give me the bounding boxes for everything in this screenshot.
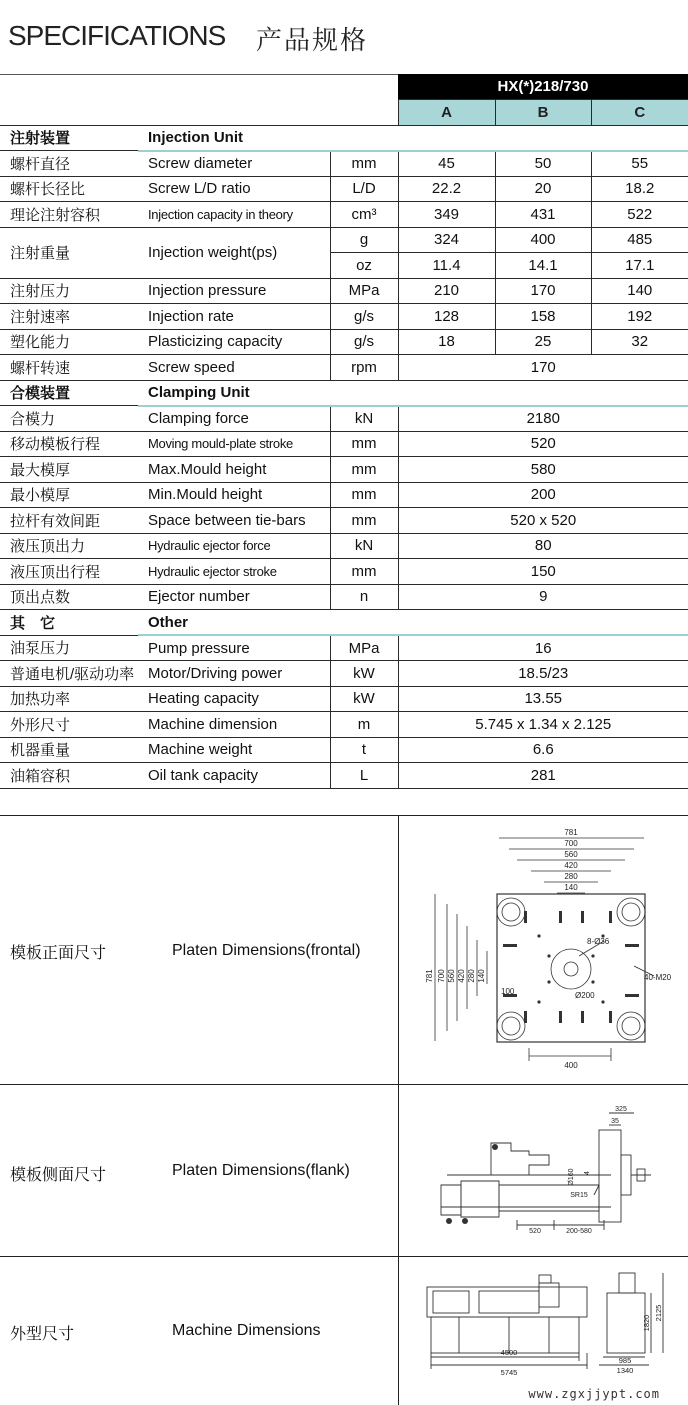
value-all: 6.6 xyxy=(398,737,688,763)
dim-left-420: 420 xyxy=(457,969,466,983)
flank-label-cn: 模板侧面尺寸 xyxy=(10,1167,107,1184)
value-a: 18 xyxy=(398,329,495,355)
spec-row xyxy=(0,431,688,457)
spec-row xyxy=(0,176,688,202)
row-unit: mm xyxy=(330,508,398,534)
dim-200-580: 200-580 xyxy=(566,1228,592,1235)
row-label-en: Pump pressure xyxy=(138,635,330,661)
spec-row xyxy=(0,227,688,253)
dim-420: 420 xyxy=(564,861,578,870)
row-unit: m xyxy=(330,712,398,738)
value-all: 150 xyxy=(398,559,688,585)
dim-985: 985 xyxy=(618,1356,632,1365)
spec-row xyxy=(0,737,688,763)
frontal-label-en: Platen Dimensions(frontal) xyxy=(172,942,361,959)
spec-row xyxy=(0,457,688,483)
value-a: 210 xyxy=(398,278,495,304)
row-label-cn: 注射压力 xyxy=(0,278,138,304)
value-c: 522 xyxy=(591,202,688,228)
dim-4500: 4500 xyxy=(500,1348,518,1357)
row-label-en: Space between tie-bars xyxy=(138,508,330,534)
spec-row xyxy=(0,661,688,687)
value-a: 11.4 xyxy=(398,253,495,279)
row-unit: kN xyxy=(330,406,398,432)
row-unit: MPa xyxy=(330,635,398,661)
row-label-en: Min.Mould height xyxy=(138,482,330,508)
spec-row xyxy=(0,482,688,508)
col-b: B xyxy=(495,100,591,126)
value-a: 45 xyxy=(398,151,495,177)
row-unit: n xyxy=(330,584,398,610)
row-label-en: Moving mould-plate stroke xyxy=(138,431,330,457)
dim-1340: 1340 xyxy=(616,1366,634,1375)
spec-row xyxy=(0,686,688,712)
row-label-cn: 顶出点数 xyxy=(0,584,138,610)
row-label-en: Injection pressure xyxy=(138,278,330,304)
value-a: 128 xyxy=(398,304,495,330)
value-b: 400 xyxy=(495,227,591,253)
row-unit: cm³ xyxy=(330,202,398,228)
value-b: 50 xyxy=(495,151,591,177)
frontal-drawing xyxy=(398,816,688,1086)
model-header-row xyxy=(0,74,688,100)
row-label-cn: 液压顶出行程 xyxy=(0,559,138,585)
value-b: 25 xyxy=(495,329,591,355)
row-label-cn: 螺杆直径 xyxy=(0,151,138,177)
row-label-en: Injection capacity in theory xyxy=(138,202,330,228)
row-label-en: Injection rate xyxy=(138,304,330,330)
title-cn: 产品规格 xyxy=(256,25,369,55)
row-label-en: Motor/Driving power xyxy=(138,661,330,687)
dim-400: 400 xyxy=(564,1061,578,1070)
row-label-cn: 移动模板行程 xyxy=(0,431,138,457)
spec-row xyxy=(0,329,688,355)
row-label-cn: 注射重量 xyxy=(0,227,138,278)
spec-row xyxy=(0,533,688,559)
label-d160: Ø160 xyxy=(568,1168,575,1186)
value-all: 170 xyxy=(398,355,688,381)
value-all: 13.55 xyxy=(398,686,688,712)
row-unit: mm xyxy=(330,559,398,585)
row-label-cn: 拉杆有效间距 xyxy=(0,508,138,534)
section-injection: 注射装置 Injection Unit xyxy=(0,125,688,151)
row-unit: L/D xyxy=(330,176,398,202)
spec-row xyxy=(0,202,688,228)
label-thread: 40-M20 xyxy=(644,973,672,982)
row-unit: kW xyxy=(330,661,398,687)
value-all: 520 x 520 xyxy=(398,508,688,534)
row-unit: oz xyxy=(330,253,398,279)
row-unit: t xyxy=(330,737,398,763)
dim-2125: 2125 xyxy=(654,1304,663,1322)
dim-35: 35 xyxy=(611,1118,619,1125)
label-100: 100 xyxy=(501,987,515,996)
label-center: Ø200 xyxy=(575,991,595,1000)
row-label-cn: 最大模厚 xyxy=(0,457,138,483)
row-label-cn: 加热功率 xyxy=(0,686,138,712)
dim-781: 781 xyxy=(564,828,578,837)
value-b: 158 xyxy=(495,304,591,330)
row-label-cn: 普通电机/驱动功率 xyxy=(0,661,138,687)
row-unit: mm xyxy=(330,431,398,457)
spec-row xyxy=(0,584,688,610)
row-label-en: Machine dimension xyxy=(138,712,330,738)
value-b: 14.1 xyxy=(495,253,591,279)
row-label-en: Heating capacity xyxy=(138,686,330,712)
row-label-en: Screw L/D ratio xyxy=(138,176,330,202)
flank-label-en: Platen Dimensions(flank) xyxy=(172,1162,350,1179)
spec-row xyxy=(0,406,688,432)
row-label-en: Hydraulic ejector stroke xyxy=(138,559,330,585)
value-all: 200 xyxy=(398,482,688,508)
spec-row xyxy=(0,763,688,789)
dim-left-700: 700 xyxy=(437,969,446,983)
label-d4: 4 xyxy=(584,1171,591,1175)
spec-row xyxy=(0,559,688,585)
machine-drawing xyxy=(398,1257,688,1405)
label-hole: 8-Ø36 xyxy=(587,937,610,946)
spec-row xyxy=(0,712,688,738)
value-b: 431 xyxy=(495,202,591,228)
row-label-cn: 合模力 xyxy=(0,406,138,432)
row-label-cn: 注射速率 xyxy=(0,304,138,330)
dim-left-560: 560 xyxy=(447,969,456,983)
spec-row xyxy=(0,635,688,661)
dim-left-280: 280 xyxy=(467,969,476,983)
row-label-en: Screw speed xyxy=(138,355,330,381)
value-c: 192 xyxy=(591,304,688,330)
row-label-cn: 液压顶出力 xyxy=(0,533,138,559)
value-all: 9 xyxy=(398,584,688,610)
row-unit: rpm xyxy=(330,355,398,381)
spec-row xyxy=(0,508,688,534)
row-label-en: Hydraulic ejector force xyxy=(138,533,330,559)
value-b: 170 xyxy=(495,278,591,304)
spec-row xyxy=(0,278,688,304)
value-a: 324 xyxy=(398,227,495,253)
value-all: 2180 xyxy=(398,406,688,432)
spec-row xyxy=(0,151,688,177)
col-a: A xyxy=(398,100,495,126)
dim-left-781: 781 xyxy=(425,969,434,983)
row-unit: g/s xyxy=(330,304,398,330)
value-all: 580 xyxy=(398,457,688,483)
dim-700: 700 xyxy=(564,839,578,848)
row-unit: kN xyxy=(330,533,398,559)
value-c: 55 xyxy=(591,151,688,177)
value-a: 349 xyxy=(398,202,495,228)
row-label-cn: 螺杆转速 xyxy=(0,355,138,381)
row-label-en: Oil tank capacity xyxy=(138,763,330,789)
row-label-en: Plasticizing capacity xyxy=(138,329,330,355)
value-c: 32 xyxy=(591,329,688,355)
platen-flank-svg xyxy=(399,1085,688,1257)
page-header xyxy=(0,0,688,75)
value-c: 485 xyxy=(591,227,688,253)
watermark: www.zgxjjypt.com xyxy=(528,1387,660,1401)
spec-table xyxy=(0,74,688,789)
value-all: 520 xyxy=(398,431,688,457)
row-unit: mm xyxy=(330,482,398,508)
dim-left-140: 140 xyxy=(477,969,486,983)
value-all: 5.745 x 1.34 x 2.125 xyxy=(398,712,688,738)
row-label-en: Injection weight(ps) xyxy=(138,227,330,278)
row-label-cn: 螺杆长径比 xyxy=(0,176,138,202)
drawing-flank xyxy=(0,1085,688,1257)
value-all: 281 xyxy=(398,763,688,789)
dim-5745: 5745 xyxy=(500,1368,518,1377)
title-en: SPECIFICATIONS xyxy=(8,20,226,51)
model-columns-row xyxy=(0,100,688,126)
value-c: 140 xyxy=(591,278,688,304)
section-other: 其 它 Other xyxy=(0,610,688,636)
row-label-cn: 外形尺寸 xyxy=(0,712,138,738)
value-c: 17.1 xyxy=(591,253,688,279)
value-all: 80 xyxy=(398,533,688,559)
spec-row xyxy=(0,304,688,330)
row-label-en: Max.Mould height xyxy=(138,457,330,483)
row-unit: kW xyxy=(330,686,398,712)
dim-520: 520 xyxy=(529,1228,541,1235)
row-label-cn: 油箱容积 xyxy=(0,763,138,789)
col-c: C xyxy=(591,100,688,126)
dim-280: 280 xyxy=(564,872,578,881)
row-label-en: Ejector number xyxy=(138,584,330,610)
dim-140: 140 xyxy=(564,883,578,892)
row-label-en: Screw diameter xyxy=(138,151,330,177)
row-label-cn: 机器重量 xyxy=(0,737,138,763)
row-unit: g xyxy=(330,227,398,253)
spec-row xyxy=(0,355,688,381)
machine-dimensions-svg xyxy=(399,1257,688,1405)
value-all: 18.5/23 xyxy=(398,661,688,687)
value-a: 22.2 xyxy=(398,176,495,202)
flank-drawing xyxy=(398,1085,688,1257)
dim-560: 560 xyxy=(564,850,578,859)
value-b: 20 xyxy=(495,176,591,202)
row-label-en: Clamping force xyxy=(138,406,330,432)
row-label-cn: 理论注射容积 xyxy=(0,202,138,228)
dim-1820: 1820 xyxy=(642,1314,651,1332)
row-unit: L xyxy=(330,763,398,789)
row-unit: g/s xyxy=(330,329,398,355)
row-label-cn: 油泵压力 xyxy=(0,635,138,661)
drawing-frontal xyxy=(0,815,688,1085)
model-name: HX(*)218/730 xyxy=(398,74,688,100)
drawing-machine xyxy=(0,1257,688,1405)
value-all: 16 xyxy=(398,635,688,661)
platen-frontal-svg xyxy=(399,816,688,1086)
section-clamping: 合模装置 Clamping Unit xyxy=(0,380,688,406)
machine-label-en: Machine Dimensions xyxy=(172,1322,321,1339)
row-unit: MPa xyxy=(330,278,398,304)
value-c: 18.2 xyxy=(591,176,688,202)
machine-label-cn: 外型尺寸 xyxy=(10,1326,75,1343)
row-label-cn: 塑化能力 xyxy=(0,329,138,355)
row-label-cn: 最小模厚 xyxy=(0,482,138,508)
label-sr15: SR15 xyxy=(570,1192,588,1199)
dim-325: 325 xyxy=(615,1106,627,1113)
row-unit: mm xyxy=(330,457,398,483)
row-label-en: Machine weight xyxy=(138,737,330,763)
frontal-label-cn: 模板正面尺寸 xyxy=(10,945,107,962)
row-unit: mm xyxy=(330,151,398,177)
